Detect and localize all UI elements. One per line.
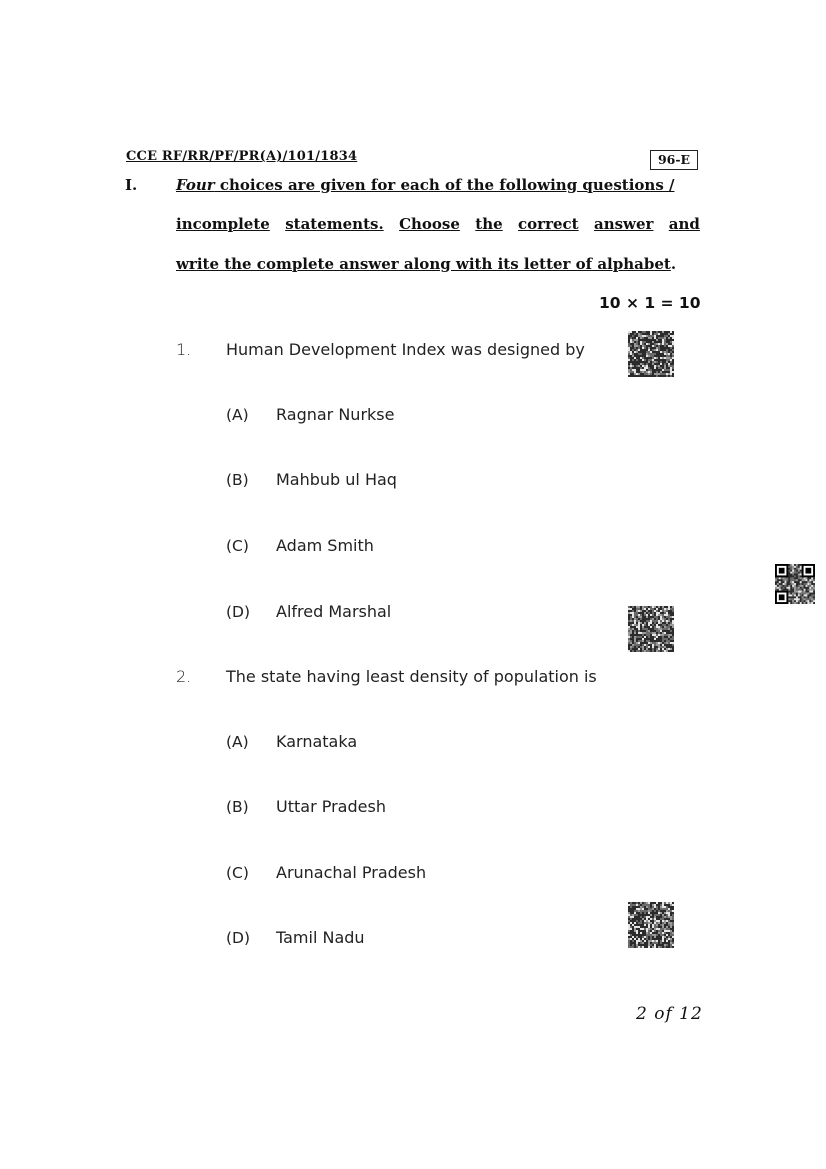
instruction-line-1-text: choices are given for each of the following questions /	[214, 176, 675, 194]
instruction-word: Choose	[399, 215, 460, 233]
question-text: The state having least density of population is	[226, 667, 597, 686]
instruction-line-3-end: .	[670, 255, 677, 273]
question-number: 1.	[176, 340, 192, 359]
question-number: 2.	[176, 667, 192, 686]
instruction-line-3	[176, 255, 700, 273]
marks-allocation: 10 × 1 = 10	[599, 294, 701, 312]
option-text: Karnataka	[276, 732, 358, 751]
section-number: I.	[125, 176, 138, 194]
instruction-word: and	[668, 215, 700, 233]
version-box: 96-E	[650, 150, 698, 170]
instruction-word: statements.	[285, 215, 384, 233]
side-qr-code-icon	[775, 564, 815, 604]
instruction-line-2	[176, 215, 700, 233]
option-letter: (A)	[226, 406, 249, 424]
option-text: Uttar Pradesh	[276, 797, 386, 816]
question-text: Human Development Index was designed by	[226, 340, 585, 359]
option-letter: (D)	[226, 603, 251, 621]
option-letter: (C)	[226, 864, 249, 882]
option-letter: (A)	[226, 733, 249, 751]
option-text: Alfred Marshal	[276, 602, 392, 621]
option-letter: (B)	[226, 798, 249, 816]
qr-code-icon	[628, 606, 674, 652]
option-letter: (C)	[226, 537, 249, 555]
instruction-word: answer	[593, 215, 654, 233]
option-text: Adam Smith	[276, 536, 374, 555]
instruction-line-3-text: write the complete answer along with its letter of alphabet	[176, 255, 671, 273]
paper-code: CCE RF/RR/PF/PR(A)/101/1834	[126, 149, 358, 164]
option-letter: (B)	[226, 471, 249, 489]
instruction-line-1	[176, 176, 700, 194]
option-letter: (D)	[226, 929, 251, 947]
instruction-word: incomplete	[176, 215, 270, 233]
instruction-word: the	[475, 215, 503, 233]
qr-code-icon	[628, 902, 674, 948]
option-text: Arunachal Pradesh	[276, 863, 427, 882]
option-text: Mahbub ul Haq	[276, 470, 397, 489]
qr-code-icon	[628, 331, 674, 377]
option-text: Ragnar Nurkse	[276, 405, 395, 424]
option-text: Tamil Nadu	[276, 928, 365, 947]
instruction-emphasis: Four	[176, 176, 215, 194]
instruction-word: correct	[518, 215, 579, 233]
page-number: 2 of 12	[636, 1004, 703, 1024]
